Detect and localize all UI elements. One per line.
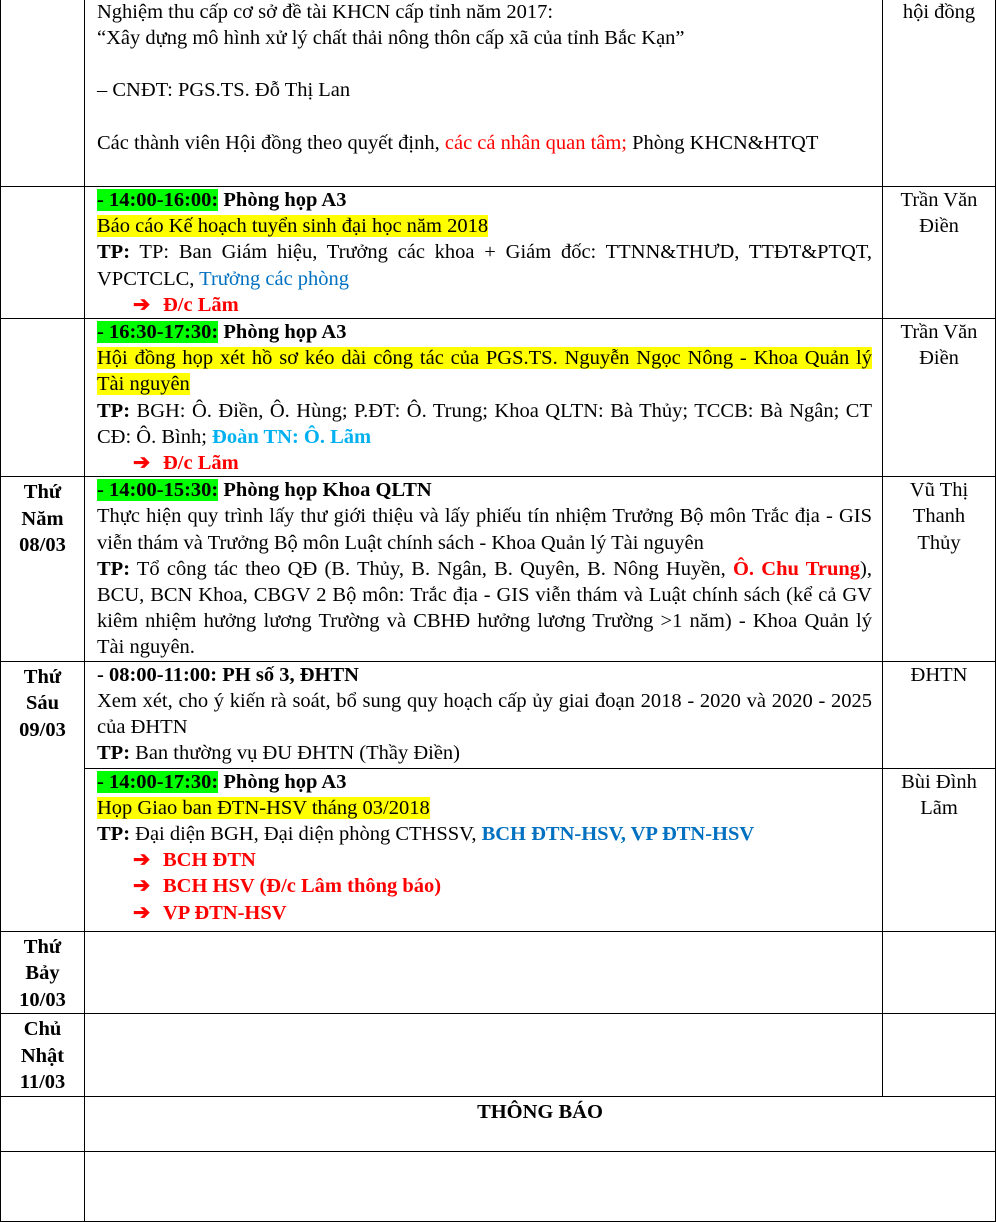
presider-cell <box>883 1014 996 1097</box>
arrow-right-icon: ➔ <box>133 849 151 872</box>
meeting-desc: Thực hiện quy trình lấy thư giới thiệu và lấy phiếu tín nhiệm Trưởng Bộ môn Trắc địa - GIS viễn thám và Trưởng Bộ môn Luật chính sách - Khoa Quản lý Tài nguyên <box>97 505 872 554</box>
arrow-right-icon: ➔ <box>133 452 151 475</box>
presider-cell <box>883 477 996 661</box>
presider-cell <box>883 931 996 1014</box>
tp-red: Ô. Chu Trung <box>725 557 861 580</box>
day-date: 09/03 <box>19 718 66 741</box>
presider-name: ĐHTN <box>910 663 968 686</box>
presider-name: hội đồng <box>902 1 976 23</box>
meeting-desc: Xem xét, cho ý kiến rà soát, bổ sung quy hoạch cấp ủy giai đoạn 2018 - 2020 và 2020 - 2025 của ĐHTN <box>97 689 872 739</box>
tp-text: Đại diện BGH, Đại diện phòng CTHSSV, <box>130 823 477 846</box>
participants-red: các cá nhân quan tâm; <box>444 131 628 154</box>
presider-name: Trần Văn Điền <box>900 189 978 238</box>
participants-suffix: Phòng KHCN&HTQT <box>632 131 819 154</box>
content-cell <box>85 0 883 187</box>
day-cell <box>1 1014 85 1097</box>
content-cell <box>85 768 883 931</box>
presider-name: Thủy <box>917 531 961 554</box>
arrow-target: Đ/c Lãm <box>163 452 239 475</box>
meeting-room: Phòng họp A3 <box>218 770 347 793</box>
schedule-row <box>1 319 996 477</box>
tp-text: TP: Ban Giám hiệu, Trưởng các khoa + Giám đốc: TTNN&THƯD, TTĐT&PTQT, VPCTCLC, <box>97 241 872 290</box>
arrow-target: BCH ĐTN <box>163 849 256 872</box>
participants-text: Các thành viên Hội đồng theo quyết định, <box>97 131 440 154</box>
day-name: Năm <box>21 507 64 530</box>
arrow-right-icon: ➔ <box>133 293 151 316</box>
meeting-room: Phòng họp A3 <box>218 189 347 211</box>
day-name: Thứ <box>23 481 62 504</box>
notice-body-cell <box>85 1151 996 1221</box>
meeting-title: Báo cáo Kế hoạch tuyển sinh đại học năm 2018 <box>97 215 489 238</box>
tp-text-rest: ), BCU, BCN Khoa, CBGV 2 Bộ môn: Trắc địa - GIS viễn thám và Luật chính sách (kể cả GV kiêm nhiệm hưởng lương Trường và CBHĐ hưởng lương Trường >1 năm) - Khoa Quản lý Tài nguyên. <box>97 557 872 659</box>
meeting-room: Phòng họp A3 <box>218 321 347 344</box>
day-cell <box>1 931 85 1014</box>
meeting-room: Phòng họp Khoa QLTN <box>218 479 432 502</box>
content-cell <box>85 931 883 1014</box>
tp-blue: Trưởng các phòng <box>194 267 350 290</box>
content-cell <box>85 477 883 661</box>
schedule-row <box>1 477 996 661</box>
arrow-target: VP ĐTN-HSV <box>163 901 287 924</box>
arrow-target: Đ/c Lãm <box>163 293 239 316</box>
arrow-right-icon: ➔ <box>133 901 151 924</box>
presider-name: Bùi Đình <box>901 770 977 793</box>
presider-name: Vũ Thị <box>909 479 969 502</box>
meeting-title: Hội đồng họp xét hồ sơ kéo dài công tác của PGS.TS. Nguyễn Ngọc Nông - Khoa Quản lý Tài nguyên <box>97 347 872 396</box>
content-cell <box>85 661 883 768</box>
content-cell <box>85 187 883 319</box>
tp-label: TP: <box>97 742 131 765</box>
meeting-time: - 08:00-11:00: PH số 3, ĐHTN <box>97 663 359 686</box>
day-name: Bảy <box>25 962 60 985</box>
presider-name: Lãm <box>920 796 958 819</box>
day-date: 08/03 <box>19 534 66 557</box>
day-cell <box>1 0 85 187</box>
day-cell <box>1 1151 85 1221</box>
meeting-time: - 14:00-15:30: <box>97 479 219 502</box>
day-cell <box>1 187 85 319</box>
schedule-row <box>1 931 996 1014</box>
meeting-time: - 14:00-16:00: <box>97 189 219 211</box>
tp-label: TP: <box>97 399 131 422</box>
notice-title-cell <box>85 1096 996 1151</box>
content-cell <box>85 319 883 477</box>
day-name: Thứ <box>23 935 62 958</box>
tp-text: BGH: Ô. Điền, Ô. Hùng; P.ĐT: Ô. Trung; Khoa QLTN: Bà Thủy; TCCB: Bà Ngân; CT CĐ: Ô. Bình; <box>97 399 872 448</box>
presider-cell <box>883 768 996 931</box>
schedule-row <box>1 661 996 768</box>
tp-label: TP: <box>97 557 131 580</box>
schedule-row <box>1 187 996 319</box>
project-lead: – CNĐT: PGS.TS. Đỗ Thị Lan <box>97 79 351 102</box>
meeting-title: Họp Giao ban ĐTN-HSV tháng 03/2018 <box>97 796 430 819</box>
day-date: 11/03 <box>19 1071 66 1094</box>
arrow-target: BCH HSV (Đ/c Lâm thông báo) <box>163 875 442 898</box>
presider-name: Thanh <box>912 505 966 528</box>
notice-row <box>1 1096 996 1151</box>
tp-text: Tổ công tác theo QĐ (B. Thủy, B. Ngân, B. Quyên, B. Nông Huyền, <box>130 557 726 580</box>
day-name: Nhật <box>20 1044 65 1067</box>
schedule-row <box>1 768 996 931</box>
tp-label: TP: <box>97 241 131 264</box>
day-name: Thứ <box>23 665 62 688</box>
day-date: 10/03 <box>19 988 66 1011</box>
day-cell <box>1 1096 85 1151</box>
day-name: Chủ <box>23 1018 62 1041</box>
meeting-time: - 14:00-17:30: <box>97 770 219 793</box>
day-cell <box>1 661 85 931</box>
presider-cell <box>883 661 996 768</box>
project-name: “Xây dựng mô hình xử lý chất thải nông thôn cấp xã của tỉnh Bắc Kạn” <box>97 27 685 50</box>
notice-title: THÔNG BÁO <box>477 1100 603 1123</box>
day-cell <box>1 477 85 661</box>
presider-cell <box>883 187 996 319</box>
day-name: Sáu <box>25 692 60 715</box>
schedule-row <box>1 1014 996 1097</box>
presider-cell <box>883 0 996 187</box>
tp-cyan: Đoàn TN: Ô. Lãm <box>206 425 372 448</box>
arrow-right-icon: ➔ <box>133 875 151 898</box>
tp-label: TP: <box>97 823 131 846</box>
schedule-row <box>1 0 996 187</box>
tp-text: Ban thường vụ ĐU ĐHTN (Thầy Điền) <box>130 742 460 765</box>
acceptance-title: Nghiệm thu cấp cơ sở đề tài KHCN cấp tỉnh năm 2017: <box>97 1 554 23</box>
presider-name: Trần Văn Điền <box>900 321 978 370</box>
content-cell <box>85 1014 883 1097</box>
tp-blue: BCH ĐTN-HSV, VP ĐTN-HSV <box>476 823 755 846</box>
day-cell <box>1 319 85 477</box>
presider-cell <box>883 319 996 477</box>
notice-body-row <box>1 1151 996 1221</box>
meeting-time: - 16:30-17:30: <box>97 321 219 344</box>
